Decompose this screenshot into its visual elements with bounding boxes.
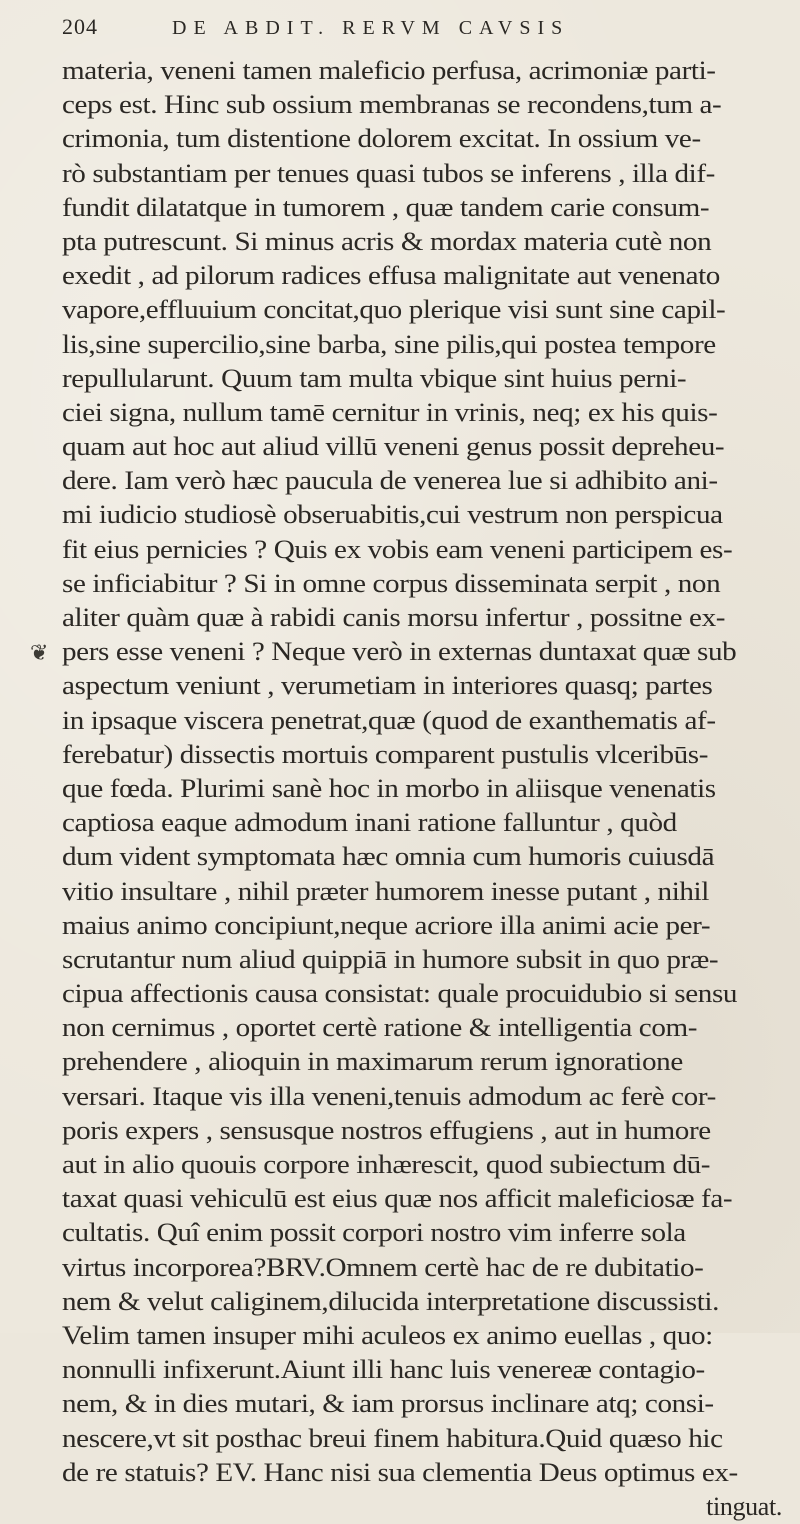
text-line: pers esse veneni ? Neque verò in externas duntaxat quæ sub [62,637,737,667]
text-line: mi iudicio studiosè obseruabitis,cui vestrum non perspicua [62,500,723,530]
page-number: 204 [62,14,98,39]
text-line: in ipsaque viscera penetrat,quæ (quod de exanthematis af- [62,705,716,735]
text-line: scrutantur num aliud quippiā in humore subsit in quo præ- [62,944,719,974]
page-header [62,14,782,54]
text-line: versari. Itaque vis illa veneni,tenuis admodum ac ferè cor- [62,1081,716,1111]
text-line: materia, veneni tamen maleficio perfusa, acrimoniæ parti- [62,56,716,85]
catchword-line: tinguat. [706,1491,782,1521]
text-line: virtus incorporea?BRV.Omnem certè hac de re dubitatio- [62,1252,704,1282]
text-line: prehendere , alioquin in maximarum rerum ignoratione [62,1047,683,1077]
text-line: fundit dilatatque in tumorem , quæ tandem carie consum- [62,192,710,222]
text-line: poris expers , sensusque nostros effugiens , aut in humore [62,1115,711,1145]
text-line: dere. Iam verò hæc paucula de venerea lue si adhibito ani- [62,466,718,496]
text-line: aliter quàm quæ à rabidi canis morsu infertur , possitne ex- [62,603,726,632]
text-line: ceps est. Hinc sub ossium membranas se recondens,tum a- [62,90,722,120]
text-line: vitio insultare , nihil præter humorem inesse putant , nihil [62,876,709,906]
text-line: non cernimus , oportet certè ratione & intelligentia com- [62,1013,698,1043]
text-line: cultatis. Quî enim possit corpori nostro vim inferre sola [62,1218,686,1248]
text-line: captiosa eaque admodum inani ratione falluntur , quòd [62,808,677,838]
text-line: nescere,vt sit posthac breui finem habitura.Quid quæso hic [62,1423,723,1453]
text-line: dum vident symptomata hæc omnia cum humoris cuiusdā [62,842,715,872]
text-line: aspectum veniunt , verumetiam in interiores quasq; partes [62,671,713,701]
text-line: de re statuis? EV. Hanc nisi sua clementia Deus optimus ex- [62,1457,738,1487]
text-line: crimonia, tum distentione dolorem excitat. In ossium ve- [62,124,701,154]
text-line: exedit , ad pilorum radices effusa malignitate aut venenato [62,261,720,291]
text-line: rò substantiam per tenues quasi tubos se inferens , illa dif- [62,158,715,188]
text-line: nem & velut caliginem,dilucida interpretatione discussisti. [62,1286,719,1316]
text-line: quam aut hoc aut aliud villū veneni genus possit depreheu- [62,432,725,462]
text-line: nonnulli infixerunt.Aiunt illi hanc luis venereæ contagio- [62,1355,705,1385]
text-line: Velim tamen insuper mihi aculeos ex animo euellas , quo: [62,1320,713,1350]
text-line: ferebatur) dissectis mortuis comparent pustulis vlceribūs- [62,739,709,769]
text-line: repullularunt. Quum tam multa vbique sint huius perni- [62,363,687,393]
book-page [62,14,782,1524]
running-title: DE ABDIT. RERVM CAVSIS [172,17,570,39]
text-line: aut in alio quouis corpore inhærescit, quod subiectum dū- [62,1150,711,1179]
text-line: maius animo concipiunt,neque acriore illa animi acie per- [62,910,711,940]
text-line: fit eius pernicies ? Quis ex vobis eam veneni participem es- [62,534,733,564]
text-line: cipua affectionis causa consistat: quale procuidubio si sensu [62,979,738,1009]
text-line: ciei signa, nullum tamē cernitur in vrinis, neq; ex his quis- [62,397,718,427]
text-line: lis,sine supercilio,sine barba, sine pilis,qui postea tempore [62,329,716,359]
body-text [62,54,782,1524]
margin-ornament-icon: ❦ [30,640,49,665]
text-line: nem, & in dies mutari, & iam prorsus inclinare atq; consi- [62,1389,714,1419]
text-line: se inficiabitur ? Si in omne corpus disseminata serpit , non [62,568,721,598]
text-line: taxat quasi vehiculū est eius quæ nos afficit maleficiosæ fa- [62,1184,733,1214]
text-line: pta putrescunt. Si minus acris & mordax materia cutè non [62,226,712,256]
text-line: que fœda. Plurimi sanè hoc in morbo in aliisque venenatis [62,773,716,803]
text-line: vapore,effluuium concitat,quo plerique visi sunt sine capil- [62,295,726,325]
